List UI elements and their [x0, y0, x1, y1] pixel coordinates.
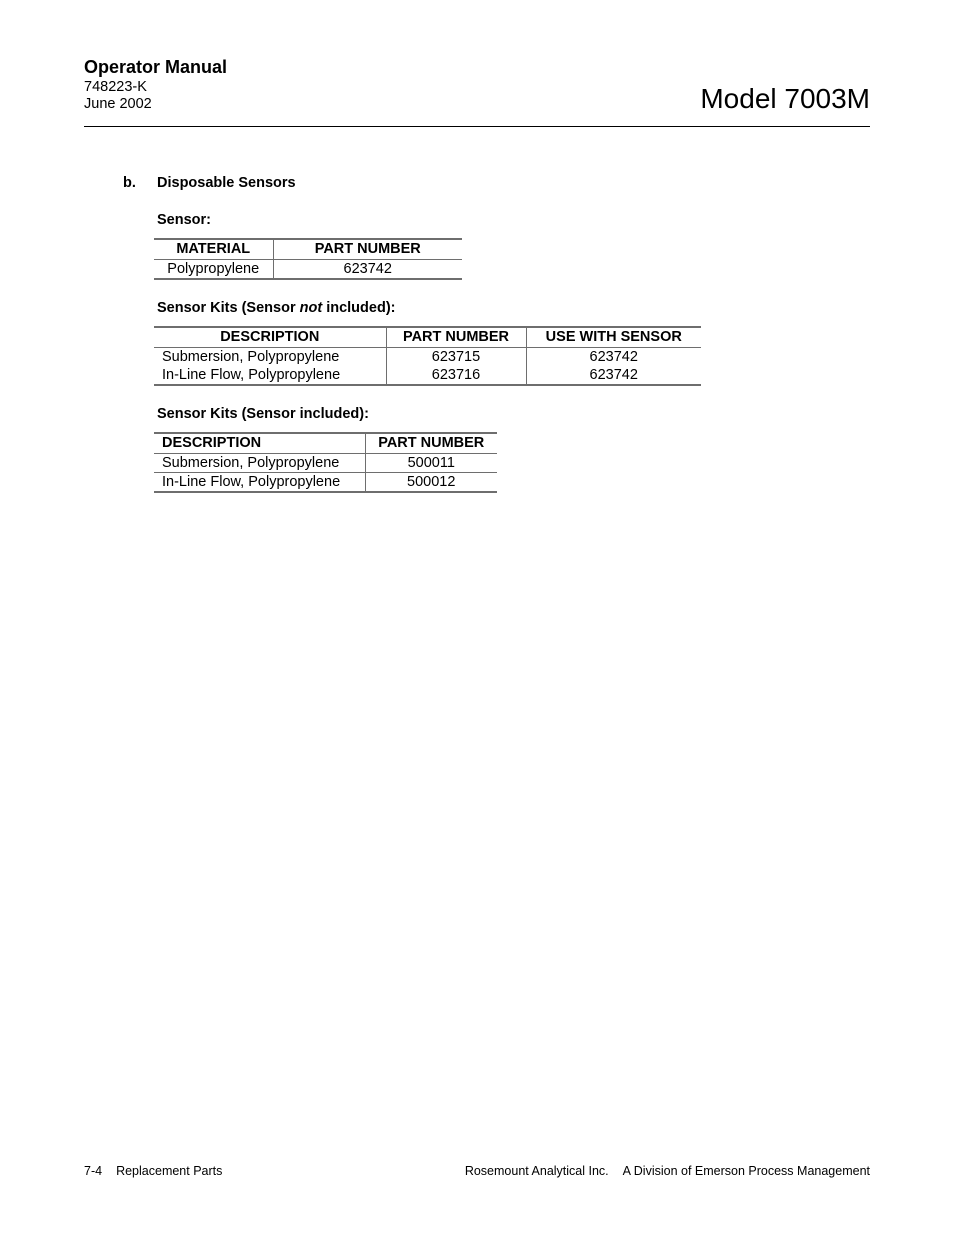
column-header-description: DESCRIPTION: [154, 433, 365, 454]
part-number-cell: 500011: [365, 454, 497, 473]
part-number-cell: 623742: [273, 260, 462, 280]
table-header-row: [154, 239, 462, 260]
heading-prefix: Sensor Kits (Sensor: [157, 300, 300, 316]
kits-included-heading: Sensor Kits (Sensor included):: [157, 406, 369, 422]
division-name: A Division of Emerson Process Management: [622, 1164, 870, 1178]
column-header-use-with-sensor: USE WITH SENSOR: [526, 327, 701, 348]
sensor-heading: Sensor:: [157, 212, 211, 228]
table-row: [154, 260, 462, 280]
chapter-name: Replacement Parts: [116, 1164, 223, 1178]
heading-emphasis: not: [299, 300, 323, 316]
page-number: 7-4: [84, 1164, 103, 1178]
column-header-part-number: PART NUMBER: [386, 327, 526, 348]
description-cell: Submersion, Polypropylene: [162, 349, 340, 365]
page-footer-left: [84, 1163, 222, 1179]
description-cell: Submersion, Polypropylene: [154, 454, 365, 473]
part-number-cell: 623715: [386, 348, 526, 367]
section-title: Disposable Sensors: [157, 175, 296, 191]
company-name: Rosemount Analytical Inc.: [464, 1164, 609, 1178]
table-row: [154, 454, 497, 473]
use-with-sensor-cell: 623742: [526, 348, 701, 367]
section-marker: b.: [123, 175, 136, 191]
manual-title: Operator Manual: [84, 57, 228, 77]
column-header-description: DESCRIPTION: [154, 327, 386, 348]
part-number-cell: 623716: [386, 366, 526, 385]
sensor-table: [154, 238, 462, 280]
column-header-material: MATERIAL: [154, 239, 273, 260]
column-header-part-number: PART NUMBER: [273, 239, 462, 260]
kits-not-included-heading: [157, 299, 395, 317]
part-number-cell: 500012: [365, 473, 497, 493]
header-divider: [84, 126, 870, 127]
column-header-part-number: PART NUMBER: [365, 433, 497, 454]
table-header-row: [154, 433, 497, 454]
kits-included-table: [154, 432, 497, 493]
table-row: [154, 348, 701, 367]
use-with-sensor-cell: 623742: [526, 366, 701, 385]
description-cell: In-Line Flow, Polypropylene: [162, 474, 341, 490]
table-header-row: [154, 327, 701, 348]
description-cell: In-Line Flow, Polypropylene: [162, 367, 341, 383]
model-name: Model 7003M: [700, 83, 870, 114]
heading-suffix: included):: [322, 300, 396, 316]
table-row: [154, 473, 497, 493]
page-footer-right: [465, 1163, 870, 1179]
document-date: June 2002: [84, 96, 152, 112]
kits-not-included-table: [154, 326, 701, 386]
document-number: 748223-K: [84, 79, 147, 95]
material-cell: Polypropylene: [167, 261, 260, 277]
table-row: [154, 366, 701, 385]
